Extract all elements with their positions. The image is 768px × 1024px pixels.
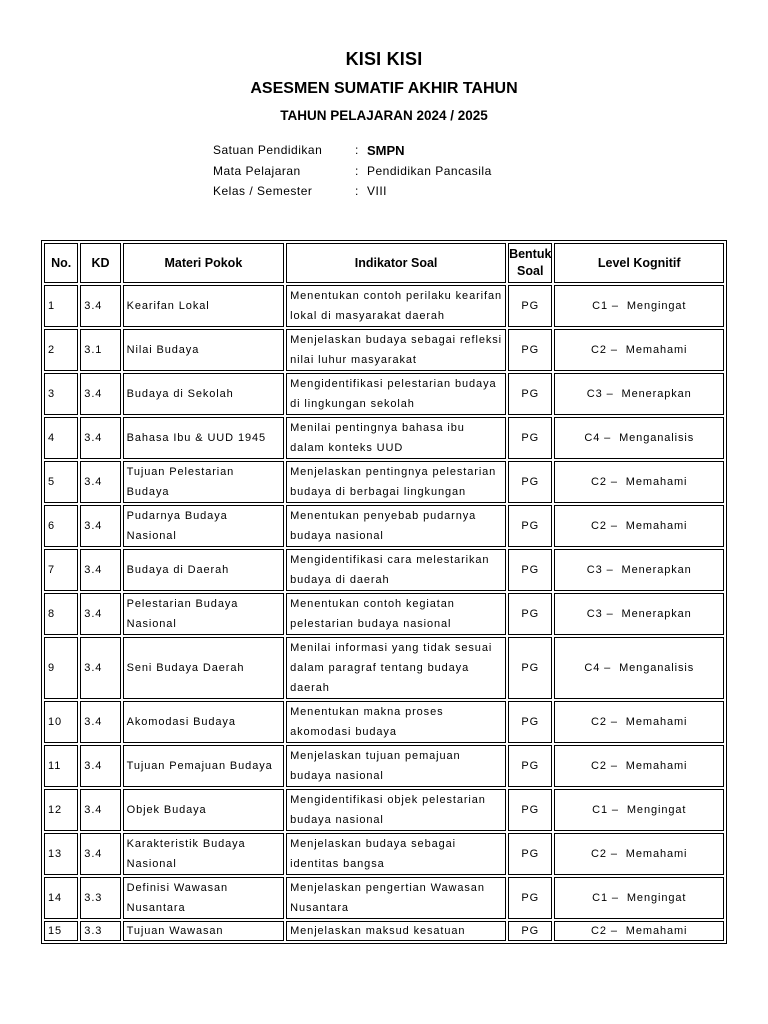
cell-kd: 3.4 (80, 593, 120, 635)
cell-level: C3 – Menerapkan (554, 549, 724, 591)
cell-level: C1 – Mengingat (554, 877, 724, 919)
cell-indikator: Menjelaskan tujuan pemajuan budaya nasional (286, 745, 506, 787)
table-row (44, 789, 724, 831)
cell-no: 10 (44, 701, 78, 743)
cell-indikator: Menentukan contoh perilaku kearifan lokal di masyarakat daerah (286, 285, 506, 327)
cell-materi: Budaya di Sekolah (123, 373, 284, 415)
cell-materi: Tujuan Pelestarian Budaya (123, 461, 284, 503)
cell-indikator: Menjelaskan budaya sebagai refleksi nilai luhur masyarakat (286, 329, 506, 371)
cell-level: C2 – Memahami (554, 745, 724, 787)
cell-materi: Definisi Wawasan Nusantara (123, 877, 284, 919)
document-title: KISI KISI (345, 49, 423, 69)
cell-level: C2 – Memahami (554, 505, 724, 547)
cell-indikator: Mengidentifikasi cara melestarikan budaya di daerah (286, 549, 506, 591)
cell-level: C4 – Menganalisis (554, 417, 724, 459)
cell-kd: 3.4 (80, 701, 120, 743)
cell-no: 15 (44, 921, 78, 941)
cell-kd: 3.4 (80, 285, 120, 327)
cell-bentuk: PG (508, 329, 552, 371)
cell-indikator: Menentukan penyebab pudarnya budaya nasional (286, 505, 506, 547)
cell-kd: 3.4 (80, 461, 120, 503)
cell-materi: Budaya di Daerah (123, 549, 284, 591)
header-bentuk: Bentuk Soal (508, 243, 552, 283)
cell-no: 12 (44, 789, 78, 831)
header-kd: KD (80, 243, 120, 283)
cell-materi: Kearifan Lokal (123, 285, 284, 327)
table-row (44, 285, 724, 327)
meta-colon: : (355, 143, 359, 158)
cell-bentuk: PG (508, 745, 552, 787)
cell-kd: 3.4 (80, 745, 120, 787)
cell-bentuk: PG (508, 701, 552, 743)
table-row (44, 593, 724, 635)
cell-kd: 3.3 (80, 921, 120, 941)
cell-bentuk: PG (508, 921, 552, 941)
cell-level: C2 – Memahami (554, 701, 724, 743)
cell-no: 2 (44, 329, 78, 371)
cell-kd: 3.4 (80, 833, 120, 875)
cell-kd: 3.4 (80, 637, 120, 699)
cell-bentuk: PG (508, 549, 552, 591)
cell-bentuk: PG (508, 505, 552, 547)
table-row (44, 637, 724, 699)
cell-bentuk: PG (508, 833, 552, 875)
cell-materi: Bahasa Ibu & UUD 1945 (123, 417, 284, 459)
header-no: No. (44, 243, 78, 283)
cell-no: 13 (44, 833, 78, 875)
cell-kd: 3.3 (80, 877, 120, 919)
meta-value: Pendidikan Pancasila (367, 163, 492, 178)
cell-no: 5 (44, 461, 78, 503)
cell-no: 3 (44, 373, 78, 415)
cell-materi: Pelestarian Budaya Nasional (123, 593, 284, 635)
meta-colon: : (355, 163, 359, 178)
table-body (44, 285, 724, 941)
table-row (44, 373, 724, 415)
cell-bentuk: PG (508, 373, 552, 415)
cell-level: C4 – Menganalisis (554, 637, 724, 699)
cell-no: 14 (44, 877, 78, 919)
meta-info (213, 140, 492, 202)
cell-indikator: Menjelaskan budaya sebagai identitas bangsa (286, 833, 506, 875)
table-row (44, 549, 724, 591)
cell-kd: 3.4 (80, 549, 120, 591)
cell-kd: 3.4 (80, 505, 120, 547)
table-row (44, 417, 724, 459)
cell-no: 8 (44, 593, 78, 635)
cell-materi: Seni Budaya Daerah (123, 637, 284, 699)
table-row (44, 461, 724, 503)
meta-row-kelas (213, 181, 492, 202)
meta-label: Kelas / Semester (213, 184, 313, 199)
cell-level: C2 – Memahami (554, 329, 724, 371)
cell-materi: Karakteristik Budaya Nasional (123, 833, 284, 875)
cell-bentuk: PG (508, 637, 552, 699)
cell-no: 6 (44, 505, 78, 547)
academic-year: TAHUN PELAJARAN 2024 / 2025 (280, 108, 488, 123)
cell-bentuk: PG (508, 417, 552, 459)
table-row (44, 833, 724, 875)
cell-indikator: Menilai pentingnya bahasa ibu dalam konteks UUD (286, 417, 506, 459)
document-subtitle: ASESMEN SUMATIF AKHIR TAHUN (250, 80, 518, 97)
cell-no: 9 (44, 637, 78, 699)
table-header-row (44, 243, 724, 283)
cell-level: C3 – Menerapkan (554, 593, 724, 635)
table-row (44, 921, 724, 941)
cell-level: C3 – Menerapkan (554, 373, 724, 415)
cell-materi: Objek Budaya (123, 789, 284, 831)
table-row (44, 745, 724, 787)
header-level: Level Kognitif (554, 243, 724, 283)
cell-no: 7 (44, 549, 78, 591)
cell-materi: Tujuan Pemajuan Budaya (123, 745, 284, 787)
table-row (44, 877, 724, 919)
cell-materi: Akomodasi Budaya (123, 701, 284, 743)
cell-level: C2 – Memahami (554, 833, 724, 875)
kisi-table-wrapper (41, 240, 727, 949)
cell-bentuk: PG (508, 461, 552, 503)
meta-label: Satuan Pendidikan (213, 143, 323, 158)
cell-no: 1 (44, 285, 78, 327)
cell-kd: 3.4 (80, 789, 120, 831)
cell-indikator: Mengidentifikasi pelestarian budaya di lingkungan sekolah (286, 373, 506, 415)
cell-no: 4 (44, 417, 78, 459)
cell-materi: Pudarnya Budaya Nasional (123, 505, 284, 547)
cell-materi: Tujuan Wawasan (123, 921, 284, 941)
cell-bentuk: PG (508, 789, 552, 831)
cell-indikator: Menilai informasi yang tidak sesuai dalam paragraf tentang budaya daerah (286, 637, 506, 699)
cell-level: C1 – Mengingat (554, 789, 724, 831)
cell-bentuk: PG (508, 877, 552, 919)
cell-bentuk: PG (508, 285, 552, 327)
meta-colon: : (355, 184, 359, 199)
header-materi: Materi Pokok (123, 243, 284, 283)
cell-kd: 3.4 (80, 373, 120, 415)
header-indikator: Indikator Soal (286, 243, 506, 283)
cell-indikator: Menjelaskan pentingnya pelestarian budaya di berbagai lingkungan (286, 461, 506, 503)
cell-level: C2 – Memahami (554, 921, 724, 941)
meta-row-satuan (213, 140, 492, 161)
cell-indikator: Menjelaskan pengertian Wawasan Nusantara (286, 877, 506, 919)
cell-level: C1 – Mengingat (554, 285, 724, 327)
cell-materi: Nilai Budaya (123, 329, 284, 371)
cell-level: C2 – Memahami (554, 461, 724, 503)
meta-label: Mata Pelajaran (213, 163, 301, 178)
cell-no: 11 (44, 745, 78, 787)
meta-row-mapel (213, 161, 492, 182)
cell-indikator: Mengidentifikasi objek pelestarian budaya nasional (286, 789, 506, 831)
cell-indikator: Menentukan makna proses akomodasi budaya (286, 701, 506, 743)
cell-kd: 3.4 (80, 417, 120, 459)
cell-indikator: Menentukan contoh kegiatan pelestarian budaya nasional (286, 593, 506, 635)
meta-value: SMPN (367, 142, 405, 158)
table-row (44, 505, 724, 547)
cell-indikator: Menjelaskan maksud kesatuan (286, 921, 506, 941)
meta-value: VIII (367, 184, 388, 199)
cell-kd: 3.1 (80, 329, 120, 371)
cell-bentuk: PG (508, 593, 552, 635)
table-row (44, 701, 724, 743)
table-row (44, 329, 724, 371)
kisi-table (41, 240, 727, 944)
